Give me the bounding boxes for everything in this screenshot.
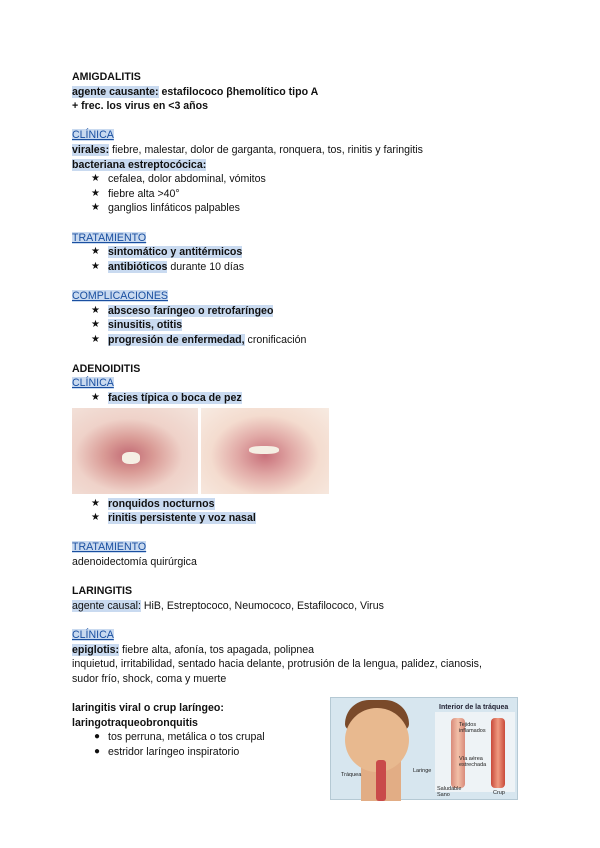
epiglotis-label: epiglotis: xyxy=(72,643,120,656)
epiglotis-line-2: inquietud, irritabilidad, sentado hacia delante, protrusión de la lengua, palidez, cianosis, xyxy=(72,658,482,671)
star-bullet-icon: ★ xyxy=(91,333,100,345)
star-bullet-icon: ★ xyxy=(91,202,100,214)
open-mouth-photo xyxy=(72,408,198,494)
label-traquea: Tráquea xyxy=(341,772,362,778)
list-item: ★ antibióticos durante 10 días xyxy=(91,260,245,273)
star-bullet-icon: ★ xyxy=(91,246,100,258)
label-via: Vía aérea estrechada xyxy=(459,756,487,768)
agente-value: estafilococo βhemolítico tipo A xyxy=(158,85,319,98)
croup-trachea-shape xyxy=(491,718,505,788)
amigdalitis-frec: + frec. los virus en <3 años xyxy=(72,100,209,113)
trachea-shape xyxy=(376,760,386,801)
tratamiento-heading: TRATAMIENTO xyxy=(72,231,147,244)
epiglotis-line: epiglotis: fiebre alta, afonía, tos apagada, polipnea xyxy=(72,643,315,656)
star-bullet-icon: ★ xyxy=(91,319,100,331)
dot-bullet-icon: ● xyxy=(94,745,101,757)
epiglotis-line-3: sudor frío, shock, coma y muerte xyxy=(72,672,227,685)
complicaciones-list xyxy=(72,304,532,348)
trachea-illustration xyxy=(330,697,518,800)
lips-photo xyxy=(201,408,329,494)
clinica-heading: CLÍNICA xyxy=(72,377,114,390)
label-tejidos: Tejidos inflamados xyxy=(459,722,486,734)
list-item: ★ ganglios linfáticos palpables xyxy=(91,202,240,215)
bacteriana-list xyxy=(72,172,532,216)
mouth-photos xyxy=(72,408,532,494)
star-bullet-icon: ★ xyxy=(91,392,100,404)
tratamiento-heading: TRATAMIENTO xyxy=(72,541,147,554)
list-item: ★ facies típica o boca de pez xyxy=(91,392,242,405)
dot-bullet-icon: ● xyxy=(94,731,101,743)
agente-label: agente causal: xyxy=(72,599,141,612)
laringitis-agente xyxy=(72,599,532,614)
list-item: ★ rinitis persistente y voz nasal xyxy=(91,512,256,525)
complicaciones-heading: COMPLICACIONES xyxy=(72,289,168,302)
facies-list xyxy=(72,391,532,406)
star-bullet-icon: ★ xyxy=(91,187,100,199)
list-item: ★ progresión de enfermedad, cronificación xyxy=(91,333,307,346)
list-item: ★ absceso faríngeo o retrofaríngeo xyxy=(91,304,274,317)
label-laringe: Laringe xyxy=(413,768,432,774)
list-item: ● tos perruna, metálica o tos crupal xyxy=(94,731,265,744)
tratamiento-list xyxy=(72,245,532,274)
document-page xyxy=(72,70,532,759)
star-bullet-icon: ★ xyxy=(91,512,100,524)
list-item: ★ ronquidos nocturnos xyxy=(91,497,215,510)
crup-subtitle: laringotraqueobronquitis xyxy=(72,716,198,729)
list-item: ★ sinusitis, otitis xyxy=(91,319,183,332)
list-item: ★ sintomático y antitérmicos xyxy=(91,246,243,259)
list-item: ★ cefalea, dolor abdominal, vómitos xyxy=(91,173,266,186)
star-bullet-icon: ★ xyxy=(91,260,100,272)
adenoiditis-title: ADENOIDITIS xyxy=(72,362,141,375)
amigdalitis-agente xyxy=(72,85,532,100)
agente-label: agente causante: xyxy=(72,85,159,98)
adenoiditis-sintomas xyxy=(72,497,532,526)
bacteriana-label: bacteriana estreptocócica: xyxy=(72,158,207,171)
virales-label: virales: xyxy=(72,143,110,156)
agente-value: HiB, Estreptococo, Neumococo, Estafilococo, Virus xyxy=(140,599,384,612)
clinica-heading: CLÍNICA xyxy=(72,629,114,641)
virales-line xyxy=(72,143,532,158)
list-item: ★ fiebre alta >40° xyxy=(91,187,180,200)
clinica-heading: CLÍNICA xyxy=(72,129,114,142)
star-bullet-icon: ★ xyxy=(91,173,100,185)
star-bullet-icon: ★ xyxy=(91,304,100,316)
star-bullet-icon: ★ xyxy=(91,497,100,509)
label-saludable: Saludable Sano xyxy=(437,786,462,798)
crup-title: laringitis viral o crup laríngeo: xyxy=(72,701,224,714)
illustration-title: Interior de la tráquea xyxy=(439,704,509,711)
adenoiditis-tratamiento-text: adenoidectomía quirúrgica xyxy=(72,556,197,569)
list-item: ● estridor laríngeo inspiratorio xyxy=(94,745,240,758)
virales-text: fiebre, malestar, dolor de garganta, ronquera, tos, rinitis y faringitis xyxy=(109,143,423,156)
label-crup: Crup xyxy=(493,790,505,796)
amigdalitis-title: AMIGDALITIS xyxy=(72,71,141,83)
laringitis-title: LARINGITIS xyxy=(72,585,133,598)
